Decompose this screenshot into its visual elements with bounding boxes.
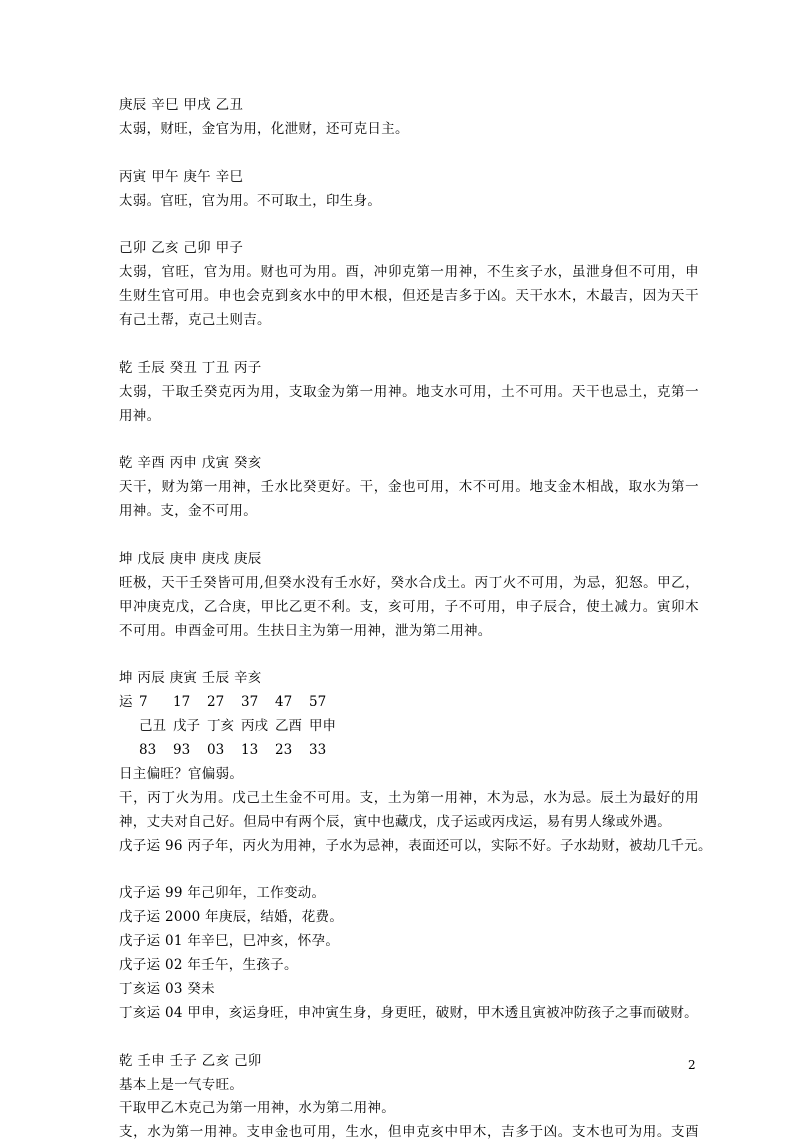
bazi-analysis-line: 生财生官可用。申也会克到亥水中的甲木根，但还是吉多于凶。天干水木，木最吉，因为天干	[119, 288, 699, 305]
luck-pillar: 丁亥	[207, 718, 234, 735]
bazi-analysis-line: 干取甲乙木克己为第一用神，水为第二用神。	[119, 1100, 395, 1117]
luck-age: 37	[241, 694, 259, 711]
bazi-analysis-line: 支，水为第一用神。支申金也可用，生水，但申克亥中甲木，吉多于凶。支木也可为用。支酉	[119, 1124, 699, 1141]
luck-year: 23	[275, 742, 293, 759]
event-line: 戊子运 01 年辛巳，巳冲亥，怀孕。	[119, 933, 340, 950]
bazi-header: 己卯 乙亥 己卯 甲子	[119, 240, 244, 257]
bazi-analysis-line: 甲冲庚克戊，乙合庚，甲比乙更不利。支，亥可用，子不可用，申子辰合，使土减力。寅卯木	[119, 598, 699, 615]
bazi-header: 坤 丙辰 庚寅 壬辰 辛亥	[119, 670, 262, 687]
luck-age: 7	[139, 694, 148, 711]
luck-pillar: 乙酉	[275, 718, 302, 735]
bazi-analysis-line: 神，丈夫对自己好。但局中有两个辰，寅中也藏戊，戊子运或丙戌运，易有男人缘或外遇。	[119, 813, 671, 830]
bazi-header: 丙寅 甲午 庚午 辛巳	[119, 168, 244, 185]
bazi-analysis-line: 干，丙丁火为用。戊己土生金不可用。支，土为第一用神，木为忌，水为忌。辰土为最好的用	[119, 789, 699, 806]
bazi-header: 乾 壬辰 癸丑 丁丑 丙子	[119, 359, 262, 376]
document-body	[119, 94, 712, 1145]
page-number: 2	[688, 1058, 696, 1072]
event-line: 戊子运 02 年壬午，生孩子。	[119, 957, 298, 974]
bazi-analysis-line: 天干，财为第一用神，壬水比癸更好。干，金也可用，木不可用。地支金木相战，取水为第一	[119, 479, 699, 496]
bazi-analysis-line: 太弱，干取壬癸克丙为用，支取金为第一用神。地支水可用，土不可用。天干也忌土，克第一	[119, 383, 699, 400]
bazi-header: 乾 壬申 壬子 乙亥 己卯	[119, 1052, 262, 1069]
luck-pillar: 戊子	[173, 718, 200, 735]
luck-pillar: 丙戌	[241, 718, 268, 735]
bazi-header: 庚辰 辛巳 甲戌 乙丑	[119, 97, 244, 113]
luck-year: 33	[309, 742, 327, 759]
event-line: 戊子运 99 年己卯年，工作变动。	[119, 885, 326, 902]
bazi-analysis-line: 有己土帮，克己土则吉。	[119, 312, 271, 329]
bazi-header: 乾 辛酉 丙申 戊寅 癸亥	[119, 455, 262, 472]
bazi-header: 坤 戊辰 庚申 庚戌 庚辰	[119, 550, 262, 567]
yun-label: 运	[119, 694, 133, 711]
luck-ages-row	[119, 691, 699, 715]
event-line: 丁亥运 03 癸未	[119, 980, 215, 997]
luck-year: 93	[173, 742, 191, 759]
bazi-analysis-line: 太弱，财旺，金官为用，化泄财，还可克日主。	[119, 120, 409, 137]
luck-age: 27	[207, 694, 225, 711]
luck-years-row	[119, 739, 699, 763]
bazi-analysis-line: 不可用。申酉金可用。生扶日主为第一用神，泄为第二用神。	[119, 622, 492, 639]
event-line: 戊子运 2000 年庚辰，结婚，花费。	[119, 909, 344, 926]
luck-pillar: 己丑	[139, 718, 166, 735]
bazi-analysis-line: 用神。	[119, 407, 161, 424]
event-line: 丁亥运 04 甲申，亥运身旺，申冲寅生身，身更旺，破财，甲木透且寅被冲防孩子之事而破财。	[119, 1004, 698, 1021]
luck-year: 13	[241, 742, 259, 759]
luck-pillar: 甲申	[309, 718, 336, 735]
bazi-analysis-line: 太弱。官旺，官为用。不可取土，印生身。	[119, 192, 382, 209]
bazi-analysis-line: 日主偏旺？官偏弱。	[119, 765, 244, 782]
luck-age: 47	[275, 694, 293, 711]
luck-age: 17	[173, 694, 191, 711]
luck-year: 03	[207, 742, 225, 759]
bazi-analysis-line: 旺极，天干壬癸皆可用,但癸水没有壬水好，癸水合戊土。丙丁火不可用，为忌，犯怒。甲乙，	[119, 574, 699, 591]
bazi-analysis-line: 基本上是一气专旺。	[119, 1076, 244, 1093]
bazi-analysis-line: 戊子运 96 丙子年，丙火为用神，子水为忌神，表面还可以，实际不好。子水劫财，被劫几千元。	[119, 837, 712, 854]
luck-age: 57	[309, 694, 327, 711]
luck-pillars-row	[119, 715, 699, 739]
bazi-analysis-line: 太弱，官旺，官为用。财也可为用。酉，冲卯克第一用神，不生亥子水，虽泄身但不可用，申	[119, 264, 699, 281]
luck-year: 83	[139, 742, 157, 759]
bazi-analysis-line: 用神。支，金不可用。	[119, 503, 257, 520]
